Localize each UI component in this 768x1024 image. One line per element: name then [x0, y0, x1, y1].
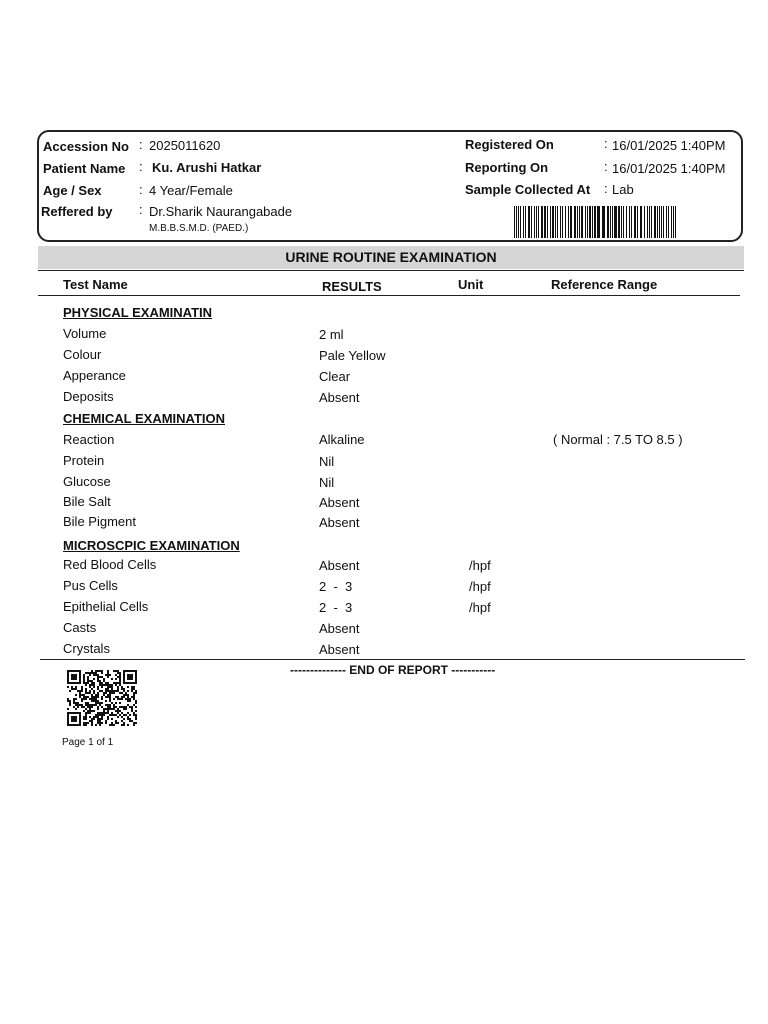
column-test-name: Test Name: [63, 277, 128, 292]
section-title: CHEMICAL EXAMINATION: [63, 411, 226, 426]
column-results: RESULTS: [322, 279, 382, 294]
test-result: 2 ml: [319, 327, 344, 342]
test-result: Alkaline: [319, 432, 365, 447]
barcode: [514, 206, 678, 238]
accession-value: 2025011620: [149, 138, 221, 153]
reporting-on-value: 16/01/2025 1:40PM: [612, 161, 726, 176]
test-name: Casts: [63, 620, 97, 635]
test-result: Nil: [319, 454, 335, 469]
test-name: Apperance: [63, 368, 126, 383]
report-end-divider: [40, 659, 745, 660]
age-sex-value: 4 Year/Female: [149, 183, 233, 198]
test-result: 2 - 3: [319, 600, 353, 615]
sample-collected-colon: :: [604, 181, 608, 196]
referred-by-colon: :: [139, 202, 143, 217]
patient-name-value: Ku. Arushi Hatkar: [152, 160, 262, 175]
age-sex-colon: :: [139, 182, 143, 197]
page-number: Page 1 of 1: [62, 737, 114, 748]
test-result: Absent: [319, 558, 360, 573]
test-result: Absent: [319, 495, 360, 510]
test-result: Nil: [319, 475, 335, 490]
reporting-on-colon: :: [604, 159, 608, 174]
test-result: Absent: [319, 390, 360, 405]
age-sex-label: Age / Sex: [43, 183, 102, 198]
patient-name-colon: :: [139, 159, 143, 174]
test-name: Pus Cells: [63, 578, 118, 593]
referred-by-value: Dr.Sharik Naurangabade: [149, 204, 293, 219]
test-name: Deposits: [63, 389, 114, 404]
test-result: Clear: [319, 369, 351, 384]
referred-by-label: Reffered by: [41, 204, 113, 219]
test-result: Absent: [319, 621, 360, 636]
test-result: Absent: [319, 515, 360, 530]
column-reference-range: Reference Range: [551, 277, 658, 292]
test-name: Crystals: [63, 641, 110, 656]
test-name: Bile Pigment: [63, 514, 136, 529]
registered-on-colon: :: [604, 136, 608, 151]
qr-code: [67, 670, 137, 726]
test-unit: /hpf: [469, 558, 491, 573]
report-title: URINE ROUTINE EXAMINATION: [38, 246, 744, 269]
test-unit: /hpf: [469, 579, 491, 594]
test-result: Absent: [319, 642, 360, 657]
test-unit: /hpf: [469, 600, 491, 615]
reporting-on-label: Reporting On: [465, 160, 549, 175]
accession-colon: :: [139, 137, 143, 152]
test-name: Red Blood Cells: [63, 557, 157, 572]
test-name: Bile Salt: [63, 494, 111, 509]
referred-degree: M.B.B.S.M.D. (PAED.): [149, 223, 249, 234]
accession-label: Accession No: [43, 139, 129, 154]
test-name: Glucose: [63, 474, 111, 489]
test-name: Colour: [63, 347, 102, 362]
test-reference-range: ( Normal : 7.5 TO 8.5 ): [553, 432, 683, 447]
sample-collected-label: Sample Collected At: [465, 182, 591, 197]
registered-on-value: 16/01/2025 1:40PM: [612, 138, 726, 153]
test-result: Pale Yellow: [319, 348, 386, 363]
test-name: Protein: [63, 453, 105, 468]
section-title: PHYSICAL EXAMINATIN: [63, 305, 213, 320]
test-name: Volume: [63, 326, 107, 341]
test-result: 2 - 3: [319, 579, 353, 594]
sample-collected-value: Lab: [612, 182, 634, 197]
title-divider: [38, 270, 744, 271]
registered-on-label: Registered On: [465, 137, 554, 152]
section-title: MICROSCPIC EXAMINATION: [63, 538, 240, 553]
test-name: Reaction: [63, 432, 115, 447]
column-header-divider: [38, 295, 740, 296]
end-of-report: -------------- END OF REPORT -----------: [290, 663, 496, 677]
column-unit: Unit: [458, 277, 484, 292]
patient-name-label: Patient Name: [43, 161, 126, 176]
test-name: Epithelial Cells: [63, 599, 149, 614]
